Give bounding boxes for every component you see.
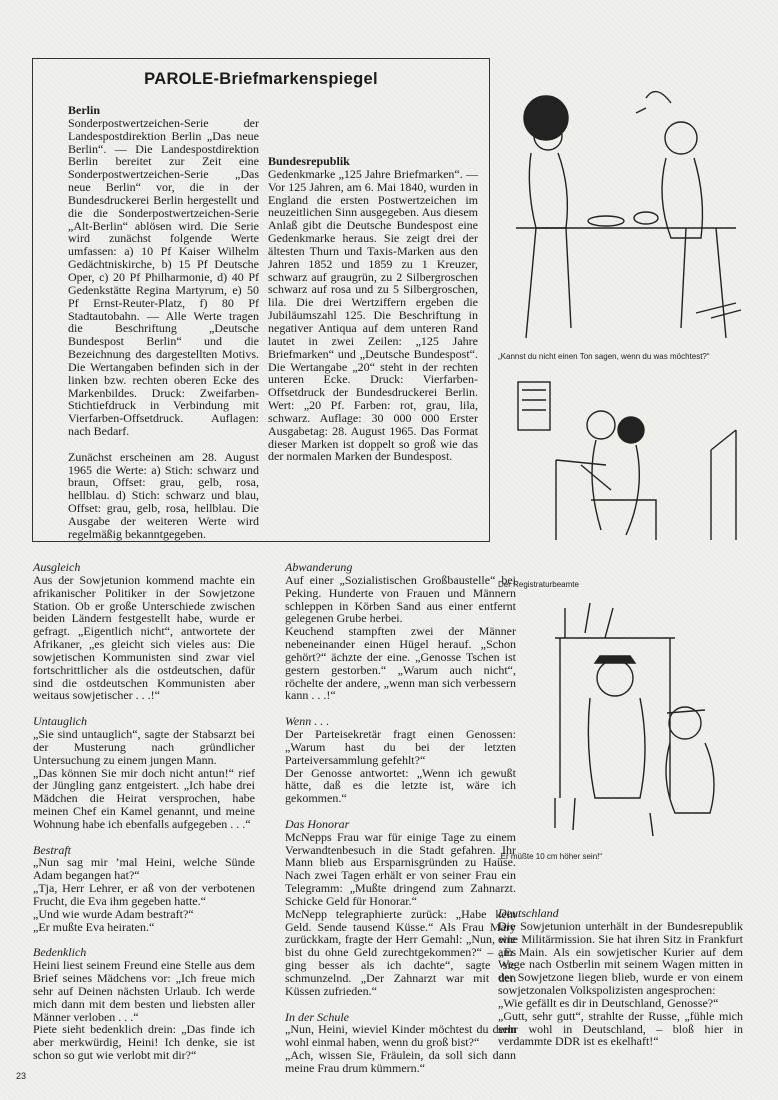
- paragraph: „Das können Sie mir doch nicht antun!“ rief der Jüngling ganz entgeistert. „Ich habe drei Mädchen die Heirat versprochen, habe meinen Chef ein Kamel genannt, und meine Wohnung habe ich ebenfalls aufgegeben . . .“: [33, 765, 255, 831]
- joke-heading: Untauglich: [33, 714, 87, 729]
- paragraph: „Ach, wissen Sie, Fräulein, da soll sich dann meine Frau drum kümmern.“: [285, 1048, 516, 1075]
- section-heading-berlin: Berlin: [68, 103, 100, 117]
- joke-heading: Wenn . . .: [285, 714, 330, 729]
- cartoon2-caption: Der Registraturbeamte: [498, 580, 579, 589]
- cartoon1-caption: „Kannst du nicht einen Ton sagen, wenn du was möchtest?“: [498, 352, 710, 361]
- paragraph: McNepp telegraphierte zurück: „Habe kein Geld. Sende tausend Küsse.“ Als Frau Mary zurückkam, fragte der Herr Gemahl: „Nun, wie bist du ohne Geld zurechtgekommen?“ – „Es ging besser als ich dachte“, sagte sie schmunzelnd. „Der Zahnarzt war mit den Küssen zufrieden.“: [285, 906, 516, 998]
- cartoon-couple-at-table: [496, 78, 758, 348]
- paragraph: Auf einer „Sozialistischen Großbaustelle“ bei Peking. Hunderte von Frauen und Männern schleppen in Körben Sand aus einer entfernt gelegenen Grube herbei.: [285, 572, 516, 626]
- jokes-column-left: [33, 561, 255, 1062]
- joke-heading: Bedenklich: [33, 945, 87, 960]
- joke-heading: Das Honorar: [285, 816, 350, 831]
- jokes-column-middle: [285, 561, 516, 1075]
- joke-heading: Ausgleich: [33, 560, 81, 574]
- paragraph: „Wie gefällt es dir in Deutschland, Genosse?“: [498, 995, 719, 1010]
- paragraph: McNepps Frau war für einige Tage zu einem Verwandtenbesuch in die Stadt gefahren. Ihr Mann blieb aus Ersparnisgründen zu Hause. Nach zwei Tagen erhält er von seiner Frau ein Telegramm: „Mußte dringend zum Zahnarzt. Schicke Geld für Honorar.“: [285, 829, 516, 908]
- paragraph: „Und wie wurde Adam bestraft?“: [33, 906, 194, 921]
- cartoon3-caption: „Er müßte 10 cm höher sein!“: [498, 852, 603, 861]
- paragraph: Der Parteisekretär fragt einen Genossen: „Warum hast du bei der letzten Parteiversammlung gefehlt?“: [285, 726, 516, 767]
- paragraph: Piete sieht bedenklich drein: „Das finde ich aber merkwürdig, Heini! Ich denke, sie ist schon so gut wie verlobt mit dir?“: [33, 1022, 255, 1063]
- paragraph: Aus der Sowjetunion kommend machte ein afrikanischer Politiker in der Sowjetzone Station. Ob er große Unterschiede zwischen beiden Ländern festgestellt habe, wurde er gefragt. „Eigentlich nicht“, antwortete der Afrikaner, „es gleicht sich vieles aus: Die sowjetischen Kommunisten sind zwar viel fortschrittlicher als die ostdeutschen, dafür sind die ostdeutschen Kommunisten aber weitaus sowjetischer . . .!“: [33, 572, 255, 703]
- stamp-column-right: [268, 117, 478, 463]
- cartoon-kissing-couple: [496, 370, 758, 545]
- paragraph: „Nun, Heini, wieviel Kinder möchtest du denn wohl einmal haben, wenn du groß bist?“: [285, 1022, 516, 1050]
- paragraph: „Er mußte Eva heiraten.“: [33, 919, 155, 934]
- joke-heading: Bestraft: [33, 842, 71, 857]
- jokes-column-right: [498, 907, 743, 1048]
- stamp-column-left: [68, 103, 259, 541]
- joke-heading: In der Schule: [285, 1009, 349, 1024]
- joke-heading: Abwanderung: [285, 560, 353, 574]
- paragraph: Die Sowjetunion unterhält in der Bundesrepublik eine Militärmission. Sie hat ihren Sitz in Frankfurt am Main. Als ein sowjetischer Kurier auf dem Wege nach Ostberlin mit seinem Wagen mitten in der Sowjetzone liegen blieb, wurde er von einem sowjetzonalen Volkspolizisten angesprochen:: [498, 918, 743, 998]
- paragraph: Sonderpostwertzeichen-Serie der Landespostdirektion Berlin „Das neue Berlin“. — Die Landespostdirektion Berlin bereitet zur Zeit eine Sonderpostwertzeichen-Serie „Das neue Berlin“ vor, die in der Bundesdruckerei Berlin hergestellt und die die Sonderpostwertzeichen-Serie „Alt-Berlin“ ablösen wird. Die Serie wird zunächst folgende Werte umfassen: a) 10 Pf Kaiser Wilhelm Gedächtniskirche, b) 15 Pf Deutsche Oper, c) 20 Pf Philharmonie, d) 40 Pf Gedenkstätte Regina Martyrum, e) 50 Pf Ernst-Reuter-Platz, f) 80 Pf Stadtautobahn. — Alle Werte tragen die Beschriftung „Deutsche Bundespost Berlin“ und die Bezeichnung des dargestellten Motivs. Die Wertangaben befinden sich in der linken bzw. rechten oberen Ecke des Markenbildes. Druck: Zweifarben-Stichtiefdruck in Verbindung mit Vierfarben-Offsetdruck. Auflagen: nach Bedarf.: [68, 115, 259, 439]
- paragraph: Gedenkmarke „125 Jahre Briefmarken“. — Vor 125 Jahren, am 6. Mai 1840, wurden in England die ersten Postwertzeichen im neuzeitlichen Sinn ausgegeben. Aus diesem Anlaß gibt die Deutsche Bundespost eine Gedenkmarke heraus. Sie zeigt drei der ältesten Thurn und Taxis-Marken aus den Jahren 1852 und 1859 zu 1 Kreuzer, schwarz auf graugrün, zu 2 Silbergroschen schwarz auf rosa und zu 5 Silbergroschen, lila. Die drei Wertziffern ergeben die Jubiläumszahl 125. Die Beschriftung in negativer Antiqua auf dem unteren Rand lautet in zwei Zeilen: „125 Jahre Briefmarken“ und „Deutsche Bundespost“. Die Wertangabe „20“ steht in der rechten unteren Ecke. Druck: Vierfarben-Offsetdruck der Bundesdruckerei Berlin. Wert: „20 Pf. Farben: rot, grau, lila, schwarz. Auflage: 30 000 000 Erster Ausgabetag: 28. August 1965. Das Format dieser Marken ist doppelt so groß wie das der normalen Marken der Bundespost.: [268, 166, 478, 464]
- joke-heading: Deutschland: [498, 906, 559, 920]
- paragraph: „Nun sag mir ’mal Heini, welche Sünde Adam begangen hat?“: [33, 855, 255, 883]
- paragraph: Keuchend stampften zwei der Männer nebeneinander einen Hügel herauf. „Schon gehört?“ ächzte der eine. „Genosse Tschen ist gestern gestorben.“ „Warum auch nicht“, röchelte der andere, „wenn man sich verbessern kann . . .!“: [285, 624, 516, 703]
- paragraph: „Gutt, sehr gutt“, strahlte der Russe, „fühle mich sehr wohl in Deutschland, – bloß hier in verdammte DDR ist es ekelhaft!“: [498, 1008, 743, 1049]
- section-heading-bundesrepublik: Bundesrepublik: [268, 154, 350, 168]
- page-number: 23: [16, 1071, 27, 1081]
- paragraph: „Sie sind untauglich“, sagte der Stabsarzt bei der Musterung nach gründlicher Untersuchung zu einem jungen Mann.: [33, 726, 255, 767]
- page-title: PAROLE-Briefmarkenspiegel: [144, 70, 378, 88]
- paragraph: „Tja, Herr Lehrer, er aß von der verbotenen Frucht, die Eva ihm gegeben hatte.“: [33, 881, 255, 908]
- paragraph: Der Genosse antwortet: „Wenn ich gewußt hätte, daß es die letzte ist, wäre ich gekommen.“: [285, 765, 516, 806]
- cartoon-two-workers: [535, 598, 735, 838]
- paragraph: Zunächst erscheinen am 28. August 1965 die Werte: a) Stich: schwarz und braun, Offset: grau, gelb, rosa, hellblau. d) Stich: schwarz und blau, Offset: grau, gelb, rosa, hellblau. Die Ausgabe der weiteren Werte wird regelmäßig bekanntgegeben.: [68, 449, 259, 541]
- paragraph: Heini liest seinem Freund eine Stelle aus dem Brief seines Mädchens vor: „Ich freue mich sehr auf Deinen nächsten Urlaub. Ich werde mich dann mit dem besten und liebsten aller Männer verloben . . .“: [33, 958, 255, 1024]
